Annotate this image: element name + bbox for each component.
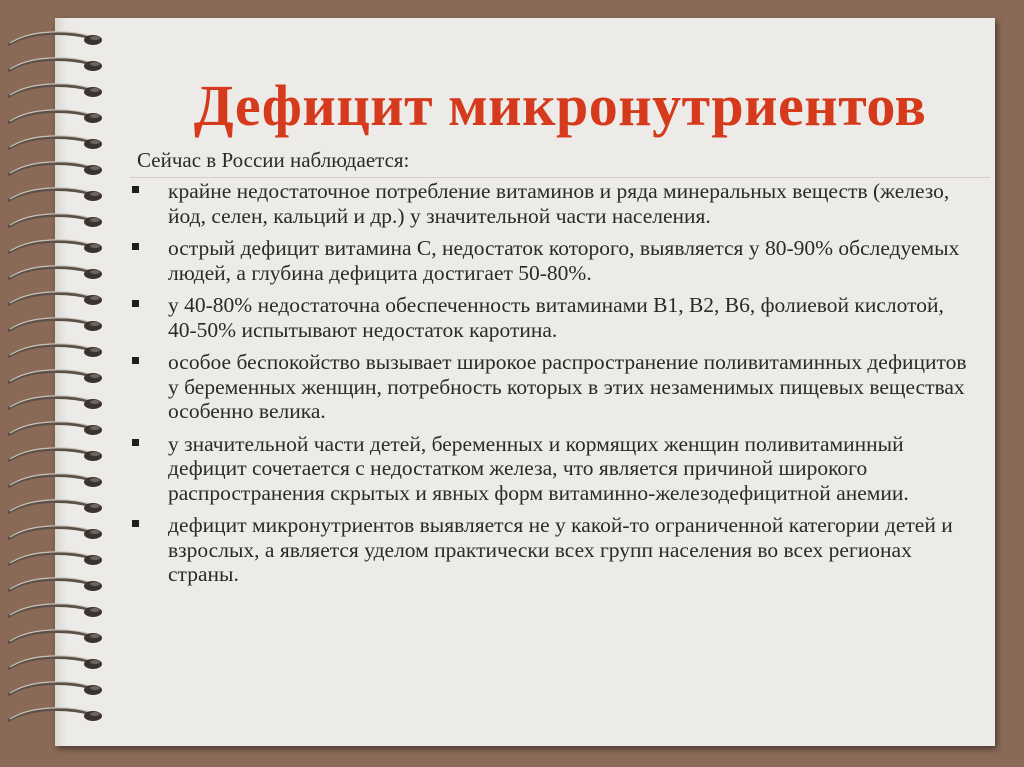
bullet-item [130, 350, 970, 424]
bullet-list [130, 179, 970, 595]
bullet-text: острый дефицит витамина С, недостаток которого, выявляется у 80-90% обследуемых людей, а глубина дефицита достигает 50-80%. [168, 236, 960, 285]
bullet-text: особое беспокойство вызывает широкое распространение поливитаминных дефицитов у беременных женщин, потребность которых в этих незаменимых пищевых веществах особенно велика. [168, 350, 967, 423]
intro-text: Сейчас в России наблюдается: [137, 148, 410, 172]
bullet-item [130, 513, 970, 587]
slide-title: Дефицит микронутриентов [193, 73, 927, 138]
square-bullet-icon [132, 520, 139, 527]
square-bullet-icon [132, 357, 139, 364]
square-bullet-icon [132, 300, 139, 307]
bullet-item [130, 179, 970, 228]
bullet-text: у значительной части детей, беременных и кормящих женщин поливитаминный дефицит сочетается с недостатком железа, что является причиной широкого распространения скрытых и явных форм витаминно-железодефицитной анемии. [168, 431, 909, 505]
square-bullet-icon [132, 186, 139, 193]
bullet-text: у 40-80% недостаточна обеспеченность витаминами В1, В2, В6, фолиевой кислотой, 40-50% испытывают недостаток каротина. [168, 293, 944, 342]
bullet-text: дефицит микронутриентов выявляется не у какой-то ограниченной категории детей и взрослых, а является уделом практически всех групп населения во всех регионах страны. [168, 513, 953, 586]
bullet-item [130, 236, 970, 285]
page-edge-shading [55, 18, 67, 746]
intro-divider [130, 177, 990, 178]
square-bullet-icon [132, 439, 139, 446]
bullet-item [130, 293, 970, 342]
bullet-item [130, 432, 970, 506]
bullet-text: крайне недостаточное потребление витаминов и ряда минеральных веществ (железо, йод, селен, кальций и др.) у значительной части населения. [168, 179, 950, 228]
square-bullet-icon [132, 243, 139, 250]
